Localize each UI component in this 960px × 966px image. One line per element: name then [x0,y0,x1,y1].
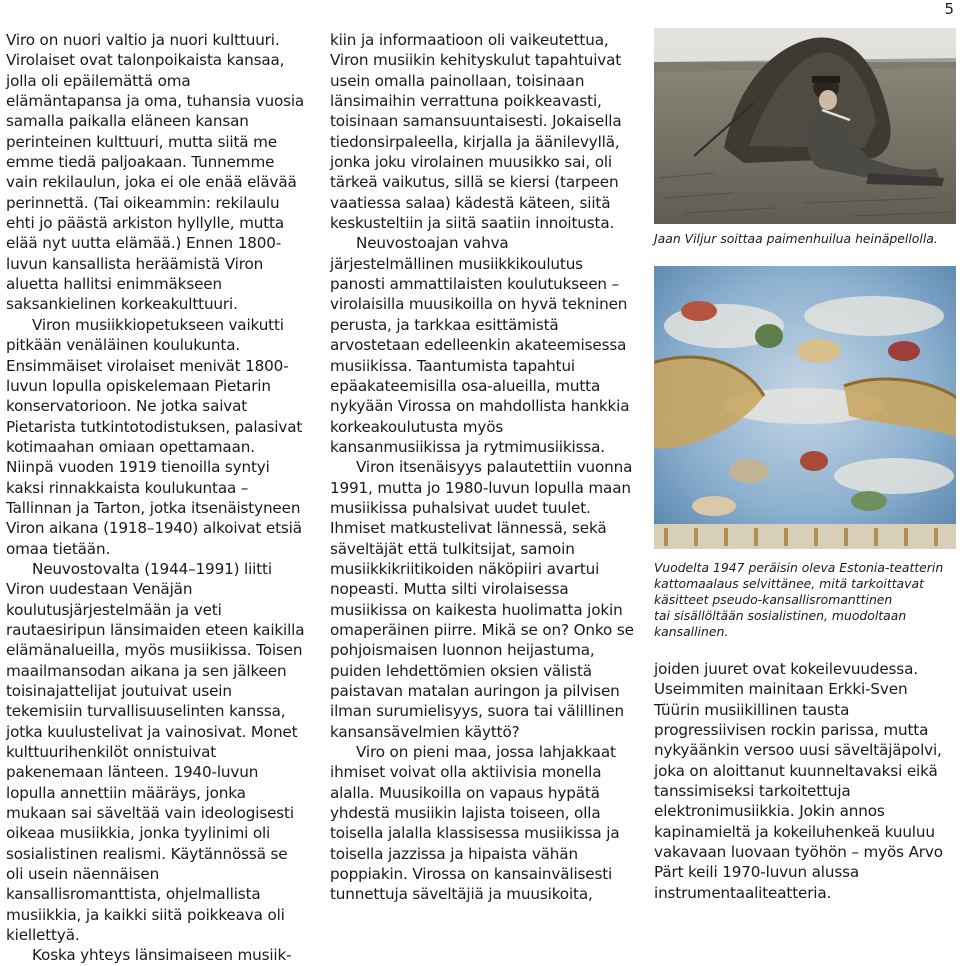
paragraph: joiden juuret ovat kokeilevuudessa. Useimmiten mainitaan Erkki-Sven Tüürin musiikillinen tausta progressiivisen rockin parissa, mutta nykyäänkin versoo uusi säveltäjäpolvi, joka on aloittanut kuunneltavaksi eikä tanssimiseksi tarkoitettuja elektronimusiikkia. Jokin annos kapinamieltä ja kokeiluhenkeä kuuluu vakavaan luovaan työhön – myös Arvo Pärt keili 1970-luvun alussa instrumentaaliteatteria. [654,660,943,902]
photo-caption-hayfield: Jaan Viljur soittaa paimenhuilua heinäpellolla. [654,231,938,246]
paragraph: Koska yhteys länsimaiseen musiik- [32,946,292,965]
text-column-2 [330,30,636,905]
paragraph: Neuvostovalta (1944–1991) liitti Viron uudestaan Venäjän koulutusjärjestelmään ja veti rautaesiripun länsimaiden eteen kaikilla elämänalueilla, myös musiikissa. Toisen maailmansodan aikana ja sen jälkeen toisinajattelijat joutuivat usein tekemisiin turvallisuuselinten kanssa, jotka kuulustelivat ja vainosivat. Monet kulttuurihenkilöt onnistuivat pakenemaan länteen. 1940-luvun lopulla annettiin määräys, jonka mukaan sai säveltää vain ideologisesti oikeaa musiikkia, jonka tyylinimi oli sosialistinen realismi. Käytännössä se oli usein näennäisen kansallisromanttista, ohjelmallista musiikkia, ja kaikki siitä poikkeava oli kiellettyä. [6,559,305,945]
paragraph: Viro on pieni maa, jossa lahjakkaat ihmiset voivat olla aktiivisia monella alalla. Muusikoilla on vapaus hypätä yhdestä musiikin lajista toiseen, olla toisella jalalla klassisessa musiikissa ja toisella jazzissa ja hipaista vähän poppiakin. Virossa on kansainvälisesti tunnettuja säveltäjiä ja muusikoita, [330,743,620,904]
paragraph: Viron itsenäisyys palautettiin vuonna 1991, mutta jo 1980-luvun lopulla maan musiikissa puhalsivat uudet tuulet. Ihmiset matkustelivat lännessä, sekä säveltäjät että tulkitsijat, samoin musiikkikriitikoiden näköpiiri avartui nopeasti. Mutta silti virolaisessa musiikissa on kaikesta huolimatta jokin omaperäinen piirre. Mikä se on? Onko se pohjoismaisen luonnon heijastuma, puiden lehdettömien oksien välistä paistavan matalan auringon ja pilvisen ilman surumielisyys, suora tai välillinen kansansävelmien käyttö? [330,458,634,741]
text-column-1 [6,30,306,966]
ceiling-painting-photo [654,266,956,549]
paragraph: Viron musiikkiopetukseen vaikutti pitkään venäläinen koulukunta. Ensimmäiset virolaiset menivät 1800-luvun lopulla opiskelemaan Pietarin konservatorioon. Ne jotka saivat Pietarista tutkintotodistuksen, palasivat kotimaahan omiaan opettamaan. Niinpä vuoden 1919 tienoilla syntyi kaksi rinnakkaista koulukuntaa – Tallinnan ja Tarton, jotka itsenäistyneen Viron aikana (1918–1940) alkoivat etsiä omaa tietään. [6,315,303,558]
ceiling-painting-graphic [654,266,956,549]
text-column-3 [654,659,956,903]
caption-line: kattomaalaus selvittänee, mitä tarkoittavat [654,576,924,591]
page-number: 5 [944,0,954,18]
caption-line: käsitteet pseudo-kansallisromanttinen [654,592,893,607]
caption-line: Vuodelta 1947 peräisin oleva Estonia-teatterin [654,560,944,575]
paragraph: Viro on nuori valtio ja nuori kulttuuri. Virolaiset ovat talonpoikaista kansaa, jolla oli epäilemättä oma elämäntapansa ja oma, tuhansia vuosia samalla paikalla eläneen kansan perinteinen kulttuuri, mutta siitä me emme tiedä paljoakaan. Tunnemme vain rekilaulun, joka ei ole enää elävää perinnettä. (Tai oikeammin: rekilaulu ehti jo päästä arkiston hyllylle, mutta elää nyt uutta elämää.) Ennen 1800-luvun kansallista heräämistä Viron aluetta hallitsi enimmäkseen saksankielinen korkeakulttuuri. [6,31,305,314]
photo-caption-ceiling [654,560,956,640]
caption-line: kansallinen. [654,624,729,639]
paragraph: kiin ja informaatioon oli vaikeutettua, Viron musiikin kehityskulut tapahtuivat usein omalla painollaan, toisinaan länsimaihin verrattuna poikkeavasti, toisinaan samansuuntaisesti. Jokaisella tiedonsirpaleella, kirjalla ja äänilevyllä, jonka joku virolainen muusikko sai, oli tärkeä vaikutus, sillä se kiersi (tarpeen vaatiessa salaa) kädestä käteen, siitä keskusteltiin ja siitä saatiin innoitusta. [330,31,622,233]
paragraph: Neuvostoajan vahva järjestelmällinen musiikkikoulutus panosti ammattilaisten koulutukseen – virolaisilla muusikoilla on hyvä tekninen perusta, ja tarkkaa esittämistä arvostetaan edelleenkin akateemisessa musiikissa. Taantumista tapahtui epäakateemisilla osa-alueilla, mutta nykyään Virossa on mahdollista hankkia korkeakoulutusta myös kansanmusiikissa ja rytmimusiikissa. [330,234,630,456]
hayfield-photo [654,28,956,224]
hayfield-photo-graphic [654,28,956,224]
caption-line: tai sisällöltään sosialistinen, muodoltaan [654,608,907,623]
